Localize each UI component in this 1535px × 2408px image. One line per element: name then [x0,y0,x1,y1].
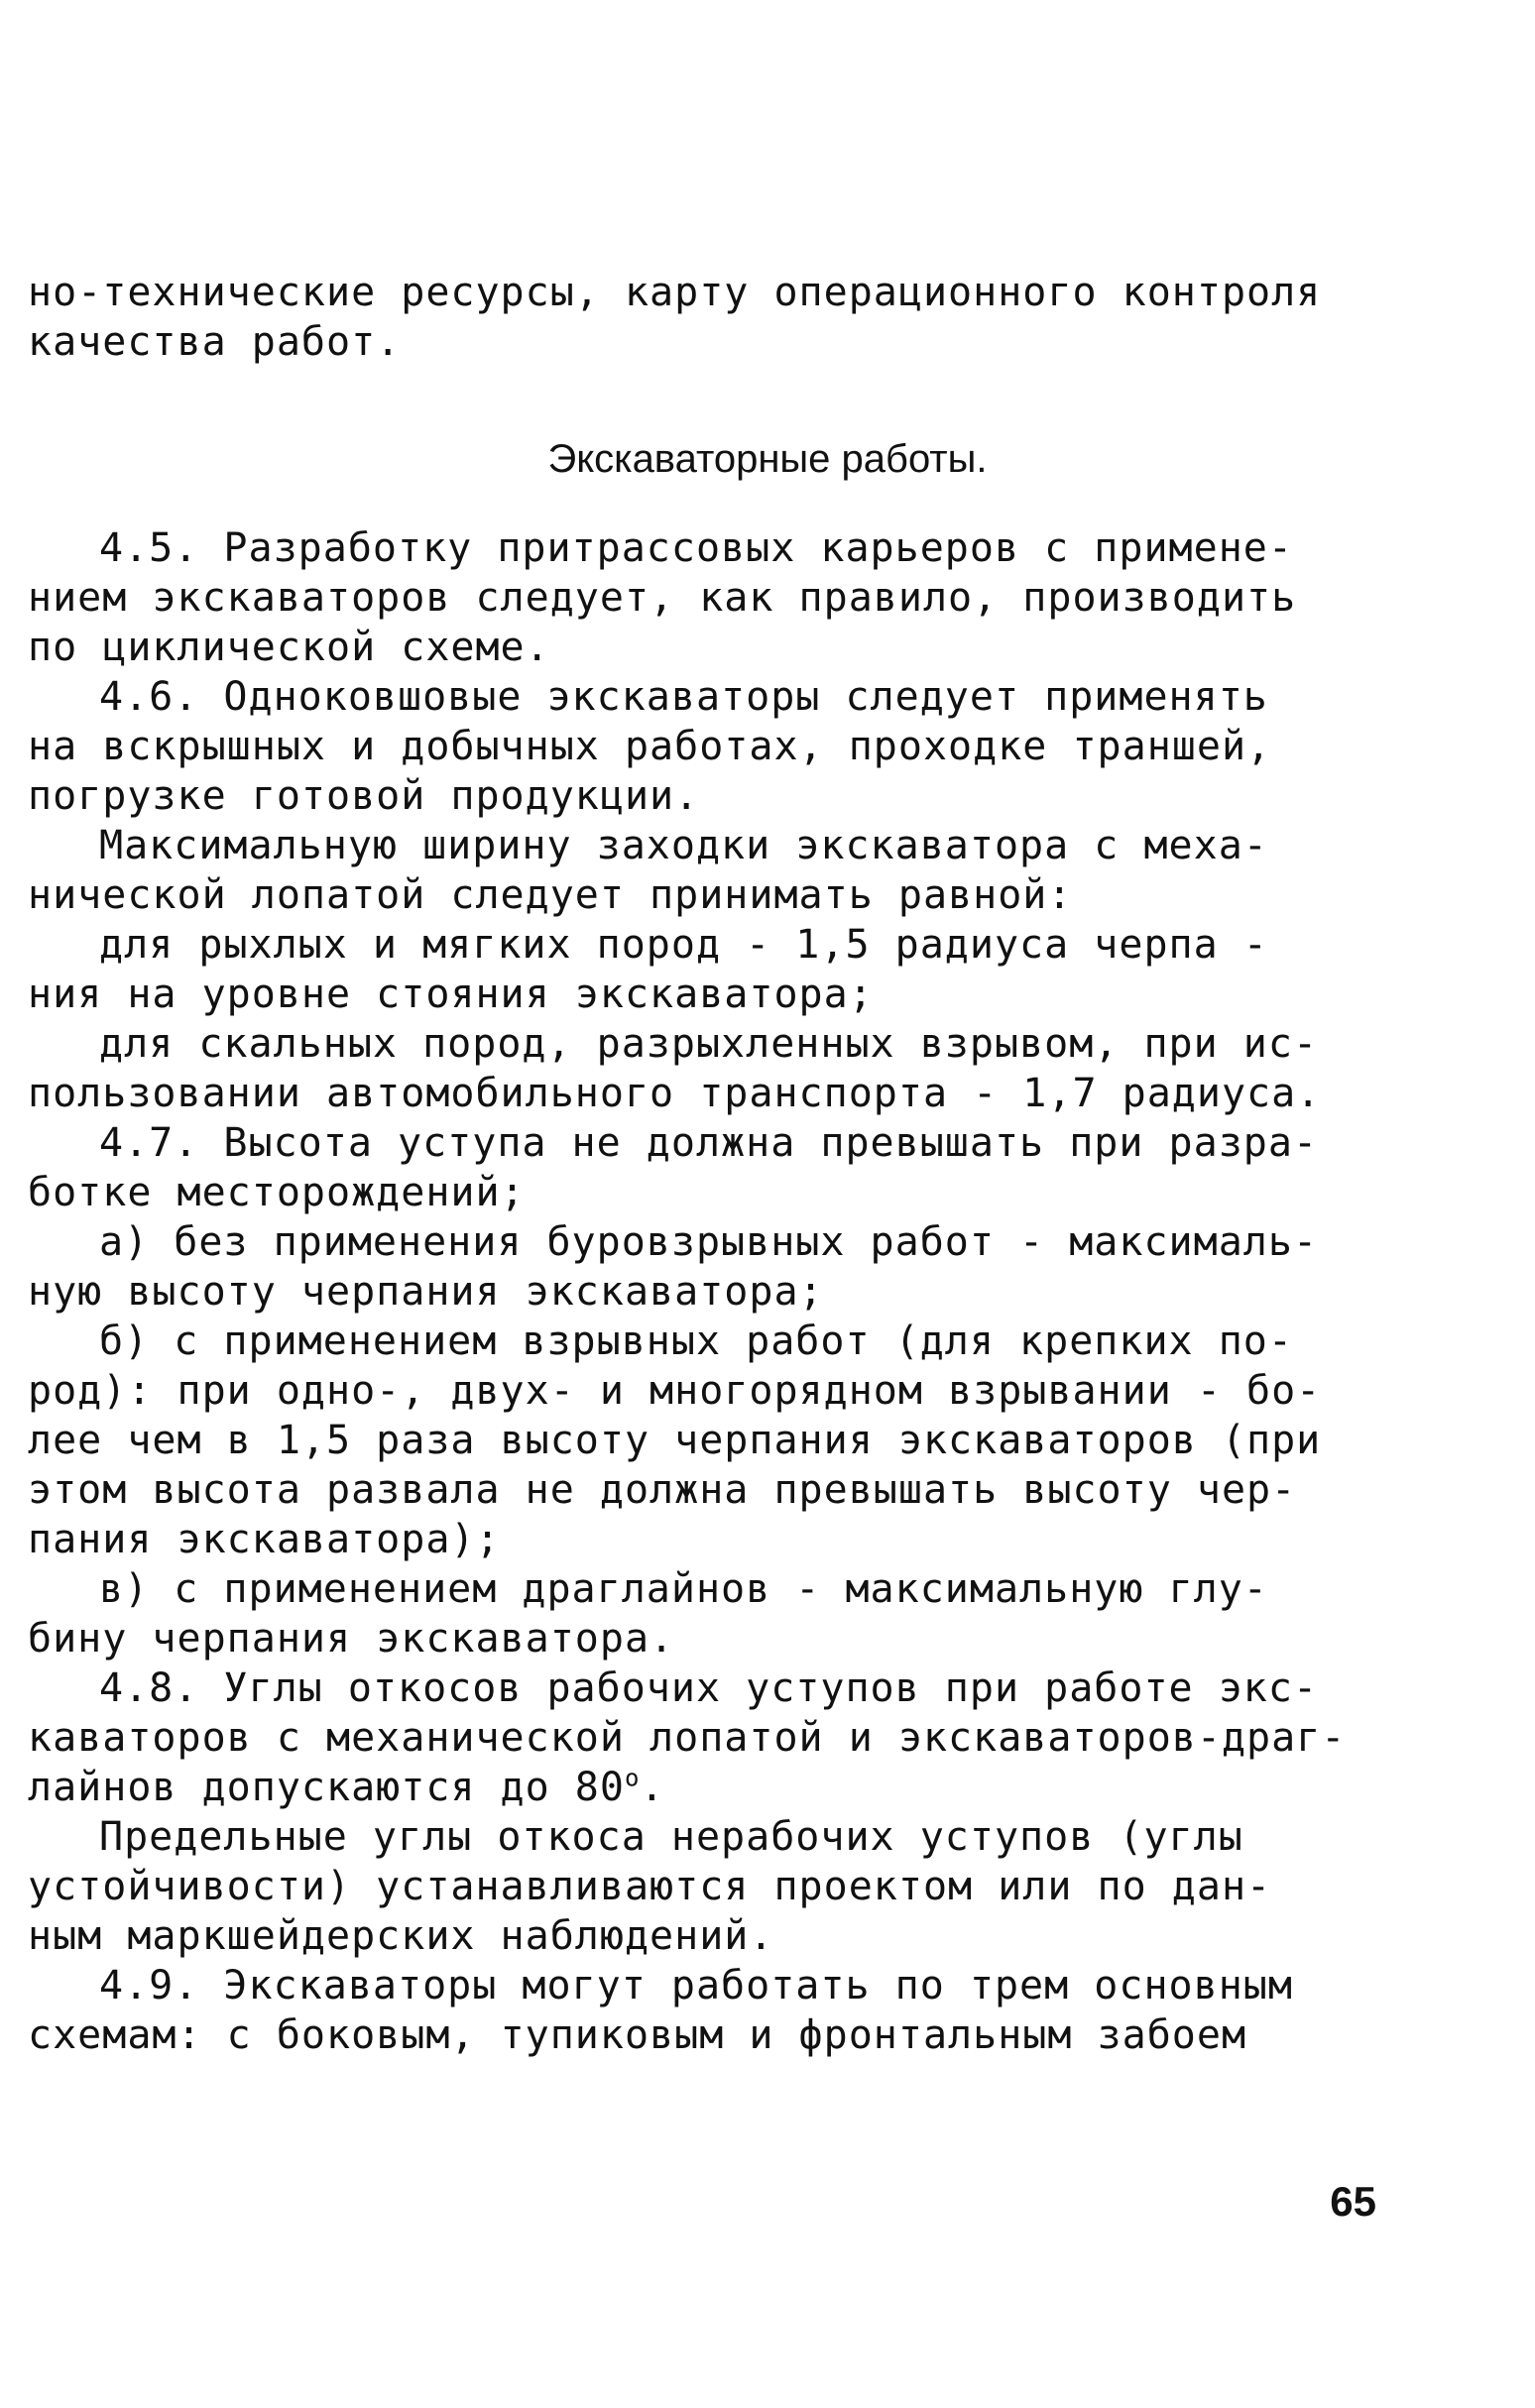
paragraph-line: устойчивости) устанавливаются проектом или по дан- [28,1864,1272,1909]
paragraph-line: пания экскаватора); [28,1517,501,1562]
paragraph-line: Предельные углы откоса нерабочих уступов (углы [99,1814,1243,1860]
paragraph-line: 4.5. Разработку притрассовых карьеров с примене- [99,525,1293,571]
paragraph-line: нием экскаваторов следует, как правило, производить [28,575,1297,621]
paragraph-line: 4.9. Экскаваторы могут работать по трем основным [99,1963,1293,2008]
paragraph-line: б) с применением взрывных работ (для крепких по- [99,1319,1293,1364]
section-heading: Экскаваторные работы. [547,437,988,481]
paragraph-line: род): при одно-, двух- и многорядном взрывании - бо- [28,1368,1322,1414]
line-text: лайнов допускаются до 80 [28,1765,625,1810]
paragraph-line: ботке месторождений; [28,1170,526,1215]
paragraph-line: 4.6. Одноковшовые экскаваторы следует применять [99,674,1268,720]
paragraph-line: 4.8. Углы откосов рабочих уступов при работе экс- [99,1665,1319,1711]
paragraph-line: для рыхлых и мягких пород - 1,5 радиуса черпа - [99,922,1268,968]
paragraph-line: ным маркшейдерских наблюдений. [28,1913,774,1959]
page-number: 65 [1330,2178,1376,2225]
paragraph-line: Максимальную ширину заходки экскаватора с меха- [99,823,1268,868]
paragraph-line: этом высота развала не должна превышать высоту чер- [28,1467,1297,1513]
text-line: но-технические ресурсы, карту операционного контроля [28,270,1322,315]
paragraph-line-with-degree [28,1763,1337,1812]
paragraph-line: лее чем в 1,5 раза высоту черпания экскаваторов (при [28,1418,1322,1463]
paragraph-line: схемам: с боковым, тупиковым и фронтальным забоем [28,2012,1247,2058]
paragraph-line: пользовании автомобильного транспорта - 1,7 радиуса. [28,1071,1322,1116]
section-body [28,523,1347,2060]
line-ending: . [640,1765,665,1810]
paragraph-line: на вскрышных и добычных работах, проходке траншей, [28,724,1272,769]
paragraph-line: погрузке готовой продукции. [28,773,700,819]
paragraph-line: для скальных пород, разрыхленных взрывом, при ис- [99,1021,1319,1067]
degree-sign: о [624,1764,641,1792]
paragraph-line: по циклической схеме. [28,625,550,670]
paragraph-line: 4.7. Высота уступа не должна превышать при разра- [99,1120,1319,1166]
paragraph-line: бину черпания экскаватора. [28,1616,675,1662]
paragraph-line: каваторов с механической лопатой и экскаваторов-драг- [28,1715,1347,1761]
top-paragraph [28,268,1337,367]
text-line: качества работ. [28,319,402,365]
paragraph-line: ную высоту черпания экскаватора; [28,1269,824,1315]
paragraph-line: ния на уровне стояния экскаватора; [28,972,874,1017]
paragraph-line: а) без применения буровзрывных работ - максималь- [99,1219,1319,1265]
paragraph-line: нической лопатой следует принимать равной: [28,872,1073,918]
paragraph-line: в) с применением драглайнов - максимальную глу- [99,1566,1268,1612]
